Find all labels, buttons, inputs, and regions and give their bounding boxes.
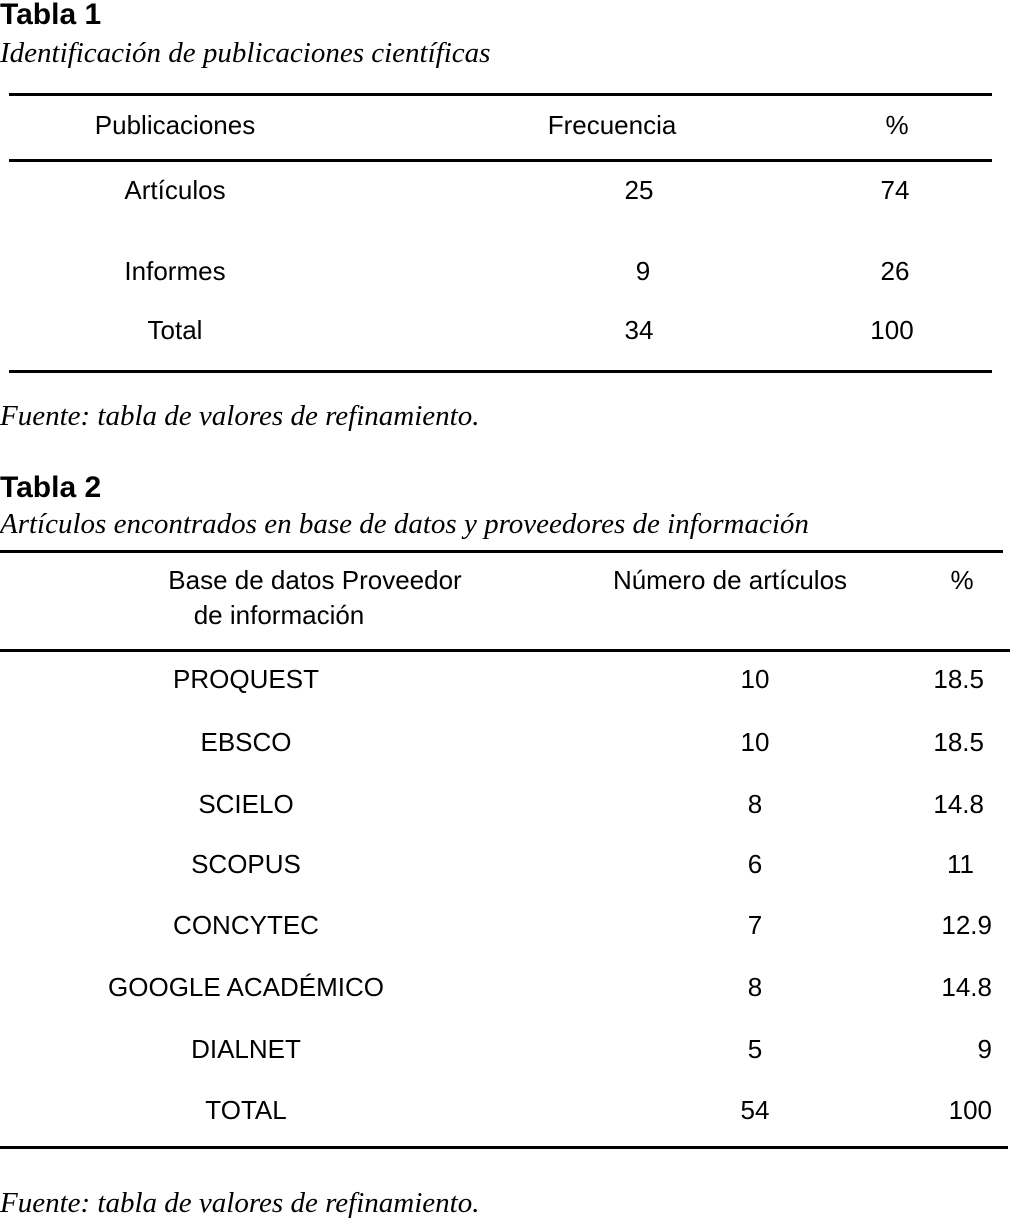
table-1-cell: Informes [124,256,226,286]
table-1-header-publicaciones: Publicaciones [94,110,256,140]
table-1-cell: 26 [880,256,910,286]
table-1-cell: 34 [624,315,654,345]
table-2-cell: SCOPUS [191,849,301,879]
table-2-cell: EBSCO [200,727,292,757]
table-2-cell: DIALNET [191,1034,301,1064]
table-2-subtitle: Artículos encontrados en base de datos y proveedores de información [0,508,809,540]
table-1-cell: 74 [880,175,910,205]
table-2-header-base-de-datos: Base de datos Proveedor [168,565,462,595]
table-1-cell: 9 [635,256,651,286]
table-2-top-rule [0,550,1003,553]
table-2-header-base-de-datos-line2: de información [193,600,365,630]
table-2-source: Fuente: tabla de valores de refinamiento. [0,1187,480,1219]
table-2-cell: 18.5 [933,664,984,694]
table-2-cell: TOTAL [205,1095,287,1125]
table-2-cell: 9 [977,1034,992,1064]
table-2-cell: 10 [740,727,770,757]
table-2-label: Tabla 2 [0,471,102,504]
table-1-header-percent: % [885,110,909,140]
table-1-header-frecuencia: Frecuencia [547,110,677,140]
table-1-top-rule [9,93,992,96]
table-2-cell: 7 [747,910,763,940]
table-2-cell: 10 [740,664,770,694]
table-2-cell: PROQUEST [173,664,319,694]
table-1-cell: 25 [624,175,654,205]
table-1-label: Tabla 1 [0,0,102,31]
table-1-source: Fuente: tabla de valores de refinamiento. [0,400,480,432]
table-1-subtitle: Identificación de publicaciones científicas [0,37,491,69]
table-1-header-rule [9,159,992,162]
table-2-header-rule [0,649,1010,652]
table-1-cell: 100 [870,315,914,345]
table-2-header-numero: Número de artículos [612,565,848,595]
table-2-cell: CONCYTEC [173,910,319,940]
table-2-cell: 14.8 [941,972,992,1002]
table-2-cell: 11 [947,849,974,879]
table-1-bottom-rule [9,370,992,373]
table-2-cell: GOOGLE ACADÉMICO [108,972,384,1002]
table-2-cell: 14.8 [933,789,984,819]
table-1-cell: Total [147,315,203,345]
table-2-cell: 5 [747,1034,763,1064]
table-1-cell: Artículos [124,175,226,205]
table-2-cell: 54 [740,1095,770,1125]
table-2-cell: 8 [747,789,763,819]
table-2-cell: 6 [747,849,763,879]
table-2-cell: 18.5 [933,727,984,757]
table-2-bottom-rule [0,1146,1008,1149]
table-2-header-percent: % [950,565,974,595]
table-2-cell: SCIELO [198,789,294,819]
table-2-cell: 100 [948,1095,992,1125]
table-2-cell: 8 [747,972,763,1002]
table-2-cell: 12.9 [941,910,992,940]
